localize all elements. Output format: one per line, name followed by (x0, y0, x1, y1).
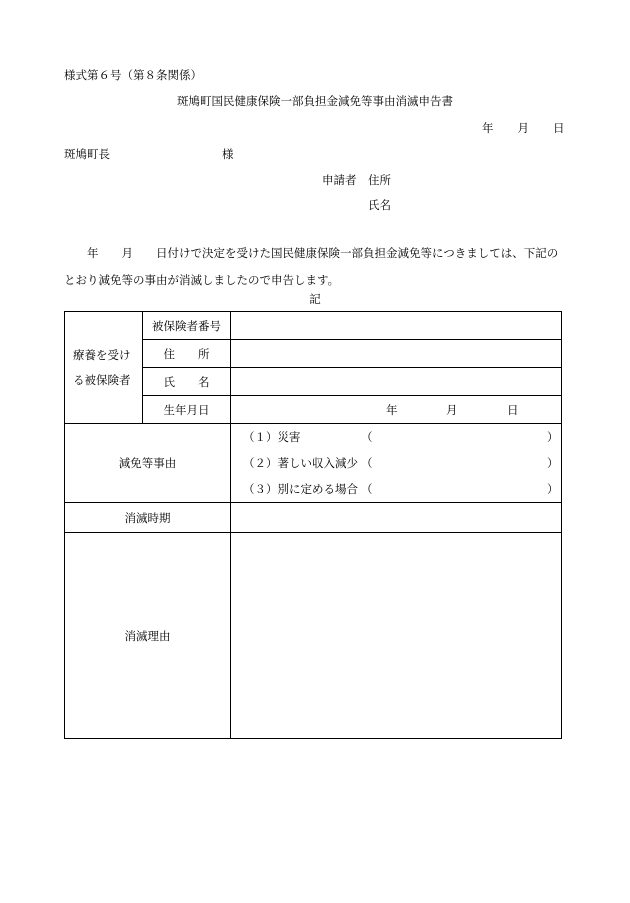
date-month: 月 (517, 121, 529, 135)
open-paren: （ (361, 482, 373, 496)
reason-option-label: （３）別に定める場合 (243, 482, 358, 496)
date-year: 年 (482, 121, 494, 135)
close-paren: ） (547, 456, 559, 470)
name-label: 氏 名 (143, 368, 231, 396)
extinction-time-label: 消滅時期 (65, 503, 231, 533)
submission-date (482, 121, 565, 135)
honorific: 様 (222, 147, 234, 161)
reason-options (231, 424, 562, 503)
reason-option[interactable] (231, 450, 561, 476)
form-table (64, 311, 562, 739)
open-paren: （ (361, 456, 373, 470)
reason-label: 減免等事由 (65, 424, 231, 503)
reason-option-label: （１）災害 (243, 430, 301, 444)
reason-option[interactable] (231, 476, 561, 502)
document-title: 斑鳩町国民健康保険一部負担金減免等事由消滅申告書 (177, 94, 453, 108)
applicant-name-label: 氏名 (368, 198, 391, 212)
reason-option-label: （２）著しい収入減少 (243, 456, 358, 470)
open-paren: （ (361, 430, 373, 444)
name-field[interactable] (231, 368, 562, 396)
address-field[interactable] (231, 340, 562, 368)
applicant-address-label: 申請者 住所 (322, 173, 391, 187)
date-day: 日 (553, 121, 565, 135)
ki-heading: 記 (309, 292, 321, 306)
dob-day: 日 (507, 403, 519, 417)
insured-number-label: 被保険者番号 (143, 312, 231, 340)
address-label: 住 所 (143, 340, 231, 368)
body-text: 年 月 日付けで決定を受けた国民健康保険一部負担金減免等につきましては、下記のとおり減免等の事由が消滅しましたので申告します。 (64, 246, 559, 287)
close-paren: ） (547, 430, 559, 444)
extinction-reason-label: 消滅理由 (65, 533, 231, 739)
reason-option[interactable] (231, 424, 561, 450)
dob-label: 生年月日 (143, 396, 231, 424)
insured-group-label: 療養を受ける被保険者 (65, 312, 143, 424)
addressee: 斑鳩町長 (64, 147, 110, 161)
extinction-time-field[interactable] (231, 503, 562, 533)
insured-number-field[interactable] (231, 312, 562, 340)
dob-year: 年 (386, 403, 398, 417)
dob-field[interactable] (231, 396, 562, 424)
extinction-reason-field[interactable] (231, 533, 562, 739)
form-number: 様式第６号（第８条関係） (64, 68, 202, 82)
dob-month: 月 (446, 403, 458, 417)
close-paren: ） (547, 482, 559, 496)
